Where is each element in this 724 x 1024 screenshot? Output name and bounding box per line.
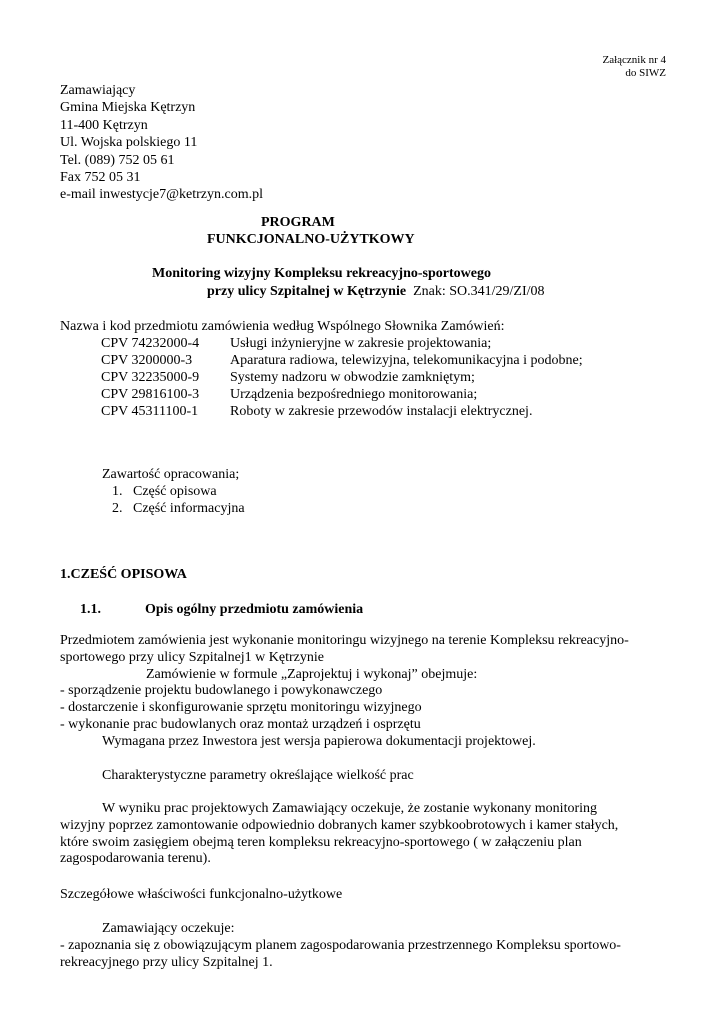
cpv-code: CPV 3200000-3 (101, 353, 193, 368)
cpv-desc: Usługi inżynieryjne w zakresie projektowania; (230, 336, 492, 351)
subject-ref: Znak: SO.341/29/ZI/08 (413, 284, 545, 299)
sender-street: Ul. Wojska polskiego 11 (60, 135, 198, 151)
body-line: - dostarczenie i skonfigurowanie sprzętu monitoringu wizyjnego (60, 700, 422, 716)
cpv-desc: Urządzenia bezpośredniego monitorowania; (230, 387, 478, 402)
body-line: Zamówienie w formule „Zaprojektuj i wykonaj” obejmuje: (146, 666, 478, 682)
body-line: - wykonanie prac budowlanych oraz montaż urządzeń i osprzętu (60, 716, 421, 732)
subsection-title: Opis ogólny przedmiotu zamówienia (145, 602, 364, 617)
sender-fax: Fax 752 05 31 (60, 169, 141, 185)
body-paragraph-4: Szczegółowe właściwości funkcjonalno-użytkowe (60, 887, 343, 902)
cpv-desc: Systemy nadzoru w obwodzie zamkniętym; (230, 370, 475, 385)
body-line: Zamawiający oczekuje: (102, 921, 235, 936)
annex-line-1: Załącznik nr 4 (602, 54, 666, 66)
cpv-list (0, 335, 724, 420)
cpv-row (0, 403, 724, 420)
body-paragraph-1 (60, 632, 670, 750)
section-heading: 1.CZEŚĆ OPISOWA (60, 567, 187, 582)
sender-name: Gmina Miejska Kętrzyn (60, 100, 196, 116)
title-line-2: FUNKCJONALNO-UŻYTKOWY (207, 232, 415, 247)
body-line: - zapoznania się z obowiązującym planem zagospodarowania przestrzennego Kompleksu sportowo- (60, 937, 621, 953)
cpv-code: CPV 74232000-4 (101, 336, 200, 351)
cpv-code: CPV 32235000-9 (101, 370, 200, 385)
contents-item-text: Część informacyjna (133, 501, 245, 516)
body-line: Przedmiotem zamówienia jest wykonanie monitoringu wizyjnego na terenie Kompleksu rekreacyjno- (60, 633, 629, 648)
cpv-desc: Roboty w zakresie przewodów instalacji elektrycznej. (230, 404, 533, 419)
cpv-row (0, 386, 724, 403)
title-line-1: PROGRAM (261, 215, 335, 230)
body-line: W wyniku prac projektowych Zamawiający oczekuje, że zostanie wykonany monitoring (102, 801, 598, 816)
contents-item-number: 2. (112, 501, 123, 516)
body-line: rekreacyjnego przy ulicy Szpitalnej 1. (60, 954, 273, 970)
cpv-row (0, 352, 724, 369)
body-paragraph-5 (60, 920, 680, 970)
subject-line-2 (207, 283, 545, 300)
cpv-row (0, 335, 724, 352)
contents-item-number: 1. (112, 484, 123, 499)
subsection-number: 1.1. (80, 602, 101, 617)
sender-email: e-mail inwestycje7@ketrzyn.com.pl (60, 187, 263, 203)
cpv-desc: Aparatura radiowa, telewizyjna, telekomunikacyjna i podobne; (230, 353, 583, 368)
sender-block (60, 82, 263, 204)
sender-postal: 11-400 Kętrzyn (60, 117, 148, 133)
contents-item-2 (112, 500, 245, 517)
body-paragraph-2: Charakterystyczne parametry określające wielkość prac (102, 768, 414, 783)
annex-line-2: do SIWZ (625, 67, 666, 79)
cpv-intro: Nazwa i kod przedmiotu zamówienia według Wspólnego Słownika Zamówień: (60, 319, 505, 334)
body-line: sportowego przy ulicy Szpitalnej1 w Kętrzynie (60, 649, 324, 665)
subject-location: przy ulicy Szpitalnej w Kętrzynie (207, 284, 407, 299)
subject-line-1: Monitoring wizyjny Kompleksu rekreacyjno-sportowego (152, 266, 491, 281)
body-line: wizyjny poprzez zamontowanie odpowiednio dobranych kamer szybkoobrotowych i kamer stałych, (60, 817, 619, 833)
cpv-row (0, 369, 724, 386)
body-line: zagospodarowania terenu). (60, 851, 211, 867)
body-line: które swoim zasięgiem obejmą teren kompleksu rekreacyjno-sportowego ( w załączeniu plan (60, 834, 582, 850)
annex-note (602, 54, 666, 80)
sender-tel: Tel. (089) 752 05 61 (60, 152, 175, 168)
contents-heading: Zawartość opracowania; (102, 467, 240, 482)
contents-item-1 (112, 483, 217, 500)
cpv-code: CPV 29816100-3 (101, 387, 200, 402)
body-line: Wymagana przez Inwestora jest wersja papierowa dokumentacji projektowej. (102, 733, 536, 749)
body-line: - sporządzenie projektu budowlanego i powykonawczego (60, 683, 383, 699)
cpv-code: CPV 45311100-1 (101, 404, 199, 419)
body-paragraph-3 (60, 800, 680, 867)
sender-label: Zamawiający (60, 83, 136, 98)
contents-item-text: Część opisowa (133, 484, 217, 499)
